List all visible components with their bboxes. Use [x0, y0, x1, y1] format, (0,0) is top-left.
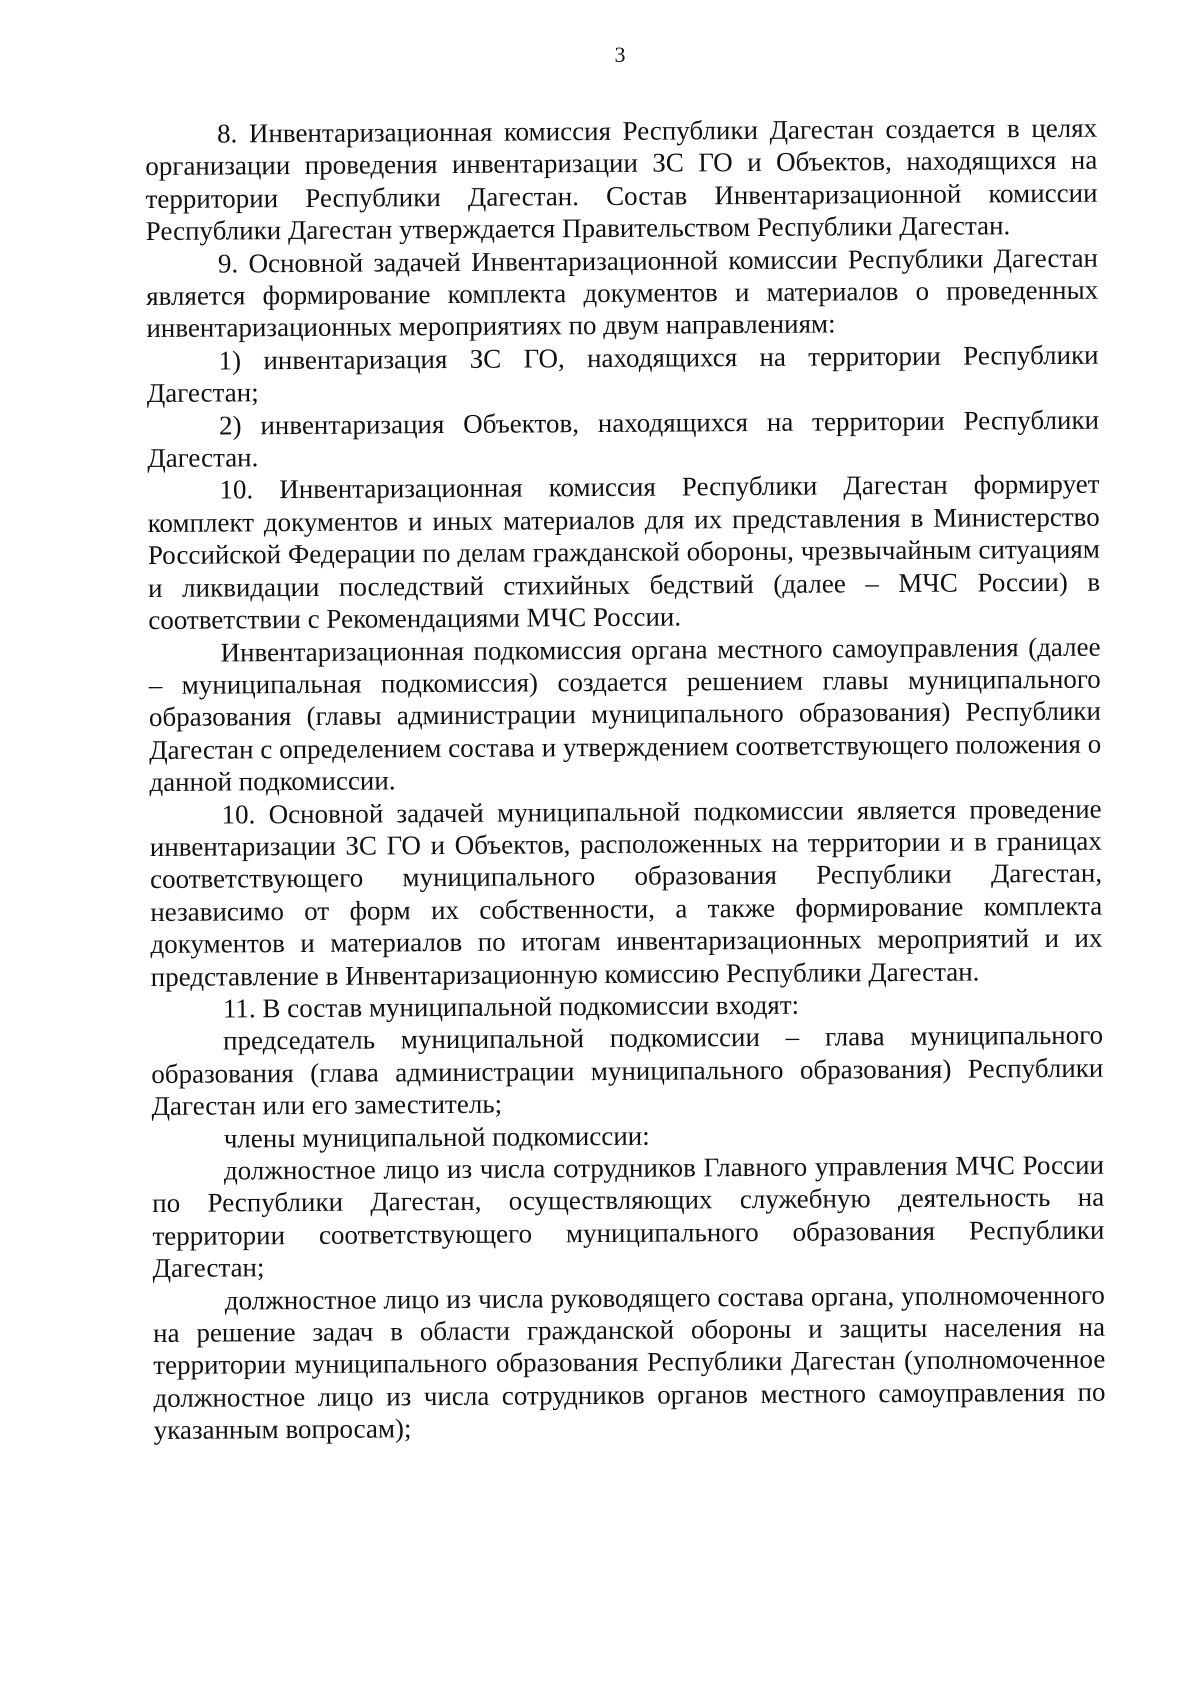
paragraph-9: 9. Основной задачей Инвентаризационной комиссии Республики Дагестан является формирование комплекта документов и материалов о проведенных инвентаризационных мероприятиях по двум направлениям: [146, 242, 1099, 344]
paragraph-8: 8. Инвентаризационная комиссия Республики Дагестан создается в целях организации проведения инвентаризации ЗС ГО и Объектов, находящихся на территории Республики Дагестан. Состав Инвентаризационной комиссии Республики Дагестан утверждается Правительством Республики Дагестан. [145, 112, 1098, 247]
paragraph-9-item-1: 1) инвентаризация ЗС ГО, находящихся на территории Республики Дагестан; [146, 339, 1099, 409]
paragraph-chairman: председатель муниципальной подкомиссии – глава муниципального образования (глава администрации муниципального образования) Республики Дагестан или его заместитель; [151, 1020, 1104, 1122]
paragraph-subcommission: Инвентаризационная подкомиссия органа местного самоуправления (далее – муниципальная подкомиссия) создается решением главы муниципального образования (главы администрации муниципального образования) Республики Дагестан с определением состава и утверждением соответствующего положения о данной подкомиссии. [148, 631, 1102, 798]
paragraph-member-emercom: должностное лицо из числа сотрудников Главного управления МЧС России по Республики Дагестан, осуществляющих служебную деятельность на территории соответствующего муниципального образования Республики Дагестан; [152, 1149, 1105, 1284]
paragraph-9-item-2: 2) инвентаризация Объектов, находящихся на территории Республики Дагестан. [147, 404, 1100, 474]
paragraph-11: 11. В состав муниципальной подкомиссии входят: [222, 989, 800, 1024]
paragraph-members: члены муниципальной подкомиссии: [223, 1120, 650, 1154]
document-body [145, 112, 1106, 1447]
paragraph-10: 10. Инвентаризационная комиссия Республики Дагестан формирует комплект документов и иных материалов для их представления в Министерство Российской Федерации по делам гражданской обороны, чрезвычайным ситуациям и ликвидации последствий стихийных бедствий (далее – МЧС России) в соответствии с Рекомендациями МЧС России. [147, 469, 1101, 636]
paragraph-10-task: 10. Основной задачей муниципальной подкомиссии является проведение инвентаризации ЗС ГО и Объектов, расположенных на территории и в границах соответствующего муниципального образования Республики Дагестан, независимо от форм их собственности, а также формирование комплекта документов и материалов по итогам инвентаризационных мероприятий и их представление в Инвентаризационную комиссию Республики Дагестан. [149, 793, 1103, 992]
page-number: 3 [614, 42, 626, 67]
paragraph-member-civil-defense: должностное лицо из числа руководящего состава органа, уполномоченного на решение задач в области гражданской обороны и защиты населения на территории муниципального образования Республики Дагестан (уполномоченное должностное лицо из числа сотрудников органов местного самоуправления по указанным вопросам); [152, 1279, 1106, 1446]
